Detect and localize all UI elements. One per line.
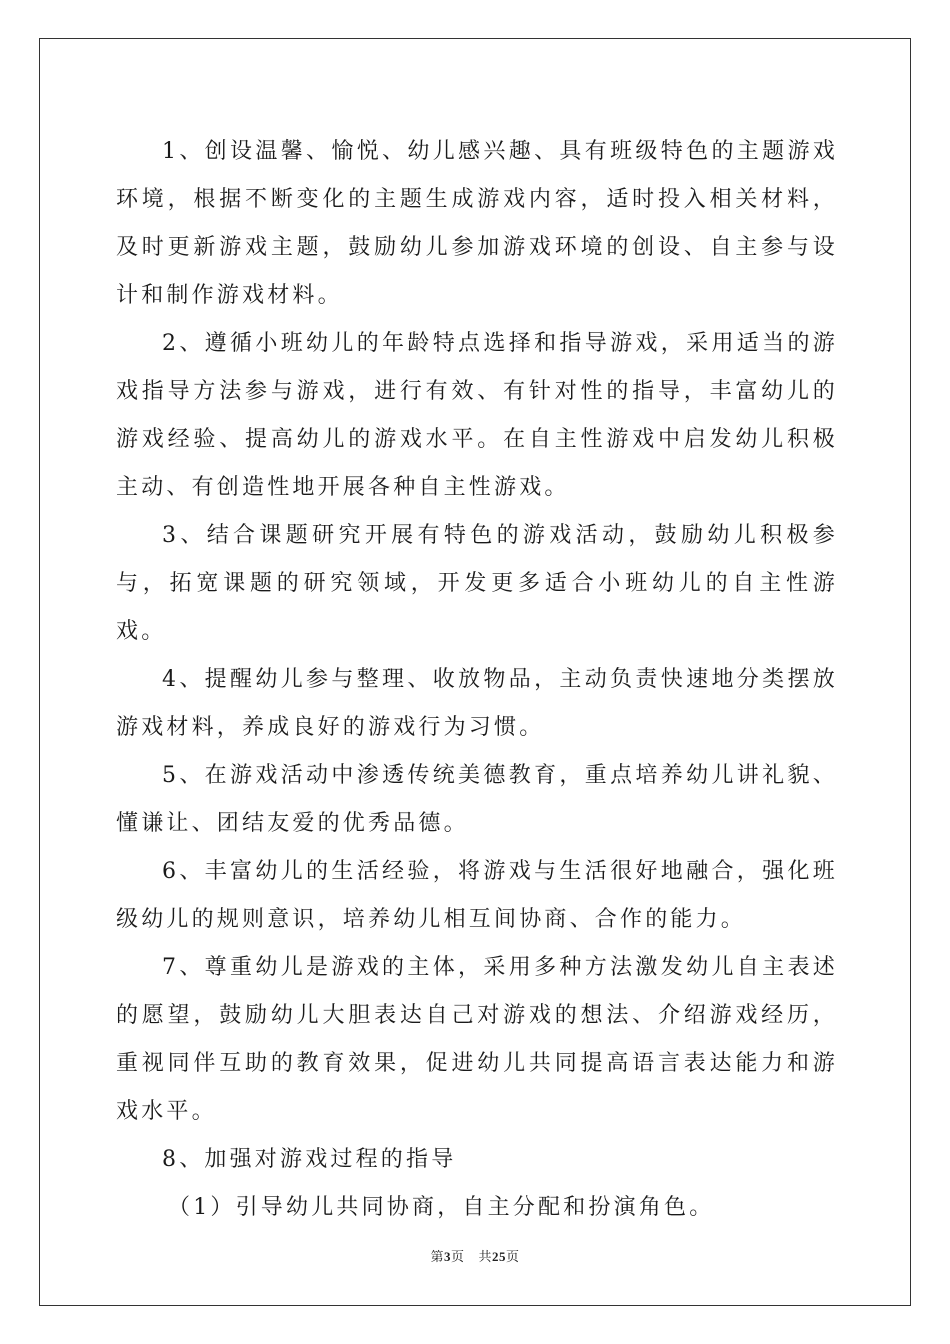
paragraph-4: 4、提醒幼儿参与整理、收放物品，主动负责快速地分类摆放游戏材料，养成良好的游戏行为习惯。 xyxy=(116,667,838,740)
footer-page-current: 3 xyxy=(443,1249,451,1264)
footer-total-suffix: 页 xyxy=(506,1250,520,1265)
footer-total-prefix: 共 xyxy=(478,1250,493,1265)
paragraph-2: 2、遵循小班幼儿的年龄特点选择和指导游戏，采用适当的游戏指导方法参与游戏，进行有效、有针对性的指导，丰富幼儿的游戏经验、提高幼儿的游戏水平。在自主性游戏中启发幼儿积极主动、有创造性地开展各种自主性游戏。 xyxy=(116,331,838,500)
paragraph-8-item-1: （1）引导幼儿共同协商，自主分配和扮演角色。 xyxy=(168,1195,715,1220)
page-footer xyxy=(0,1246,950,1265)
paragraph-1: 1、创设温馨、愉悦、幼儿感兴趣、具有班级特色的主题游戏环境，根据不断变化的主题生成游戏内容，适时投入相关材料，及时更新游戏主题，鼓励幼儿参加游戏环境的创设、自主参与设计和制作游戏材料。 xyxy=(116,139,838,308)
footer-page-total: 25 xyxy=(492,1249,507,1264)
paragraph-3: 3、结合课题研究开展有特色的游戏活动，鼓励幼儿积极参与，拓宽课题的研究领域，开发更多适合小班幼儿的自主性游戏。 xyxy=(116,523,838,644)
paragraph-7: 7、尊重幼儿是游戏的主体，采用多种方法激发幼儿自主表述的愿望，鼓励幼儿大胆表达自己对游戏的想法、介绍游戏经历，重视同伴互助的教育效果，促进幼儿共同提高语言表达能力和游戏水平。 xyxy=(116,955,838,1124)
paragraph-5: 5、在游戏活动中渗透传统美德教育，重点培养幼儿讲礼貌、懂谦让、团结友爱的优秀品德。 xyxy=(116,763,838,836)
footer-page-prefix: 第 xyxy=(430,1250,444,1265)
paragraph-8: 8、加强对游戏过程的指导 xyxy=(162,1147,457,1172)
footer-page-suffix: 页 xyxy=(450,1250,465,1265)
document-body xyxy=(116,128,838,1232)
paragraph-6: 6、丰富幼儿的生活经验，将游戏与生活很好地融合，强化班级幼儿的规则意识，培养幼儿相互间协商、合作的能力。 xyxy=(116,859,838,932)
